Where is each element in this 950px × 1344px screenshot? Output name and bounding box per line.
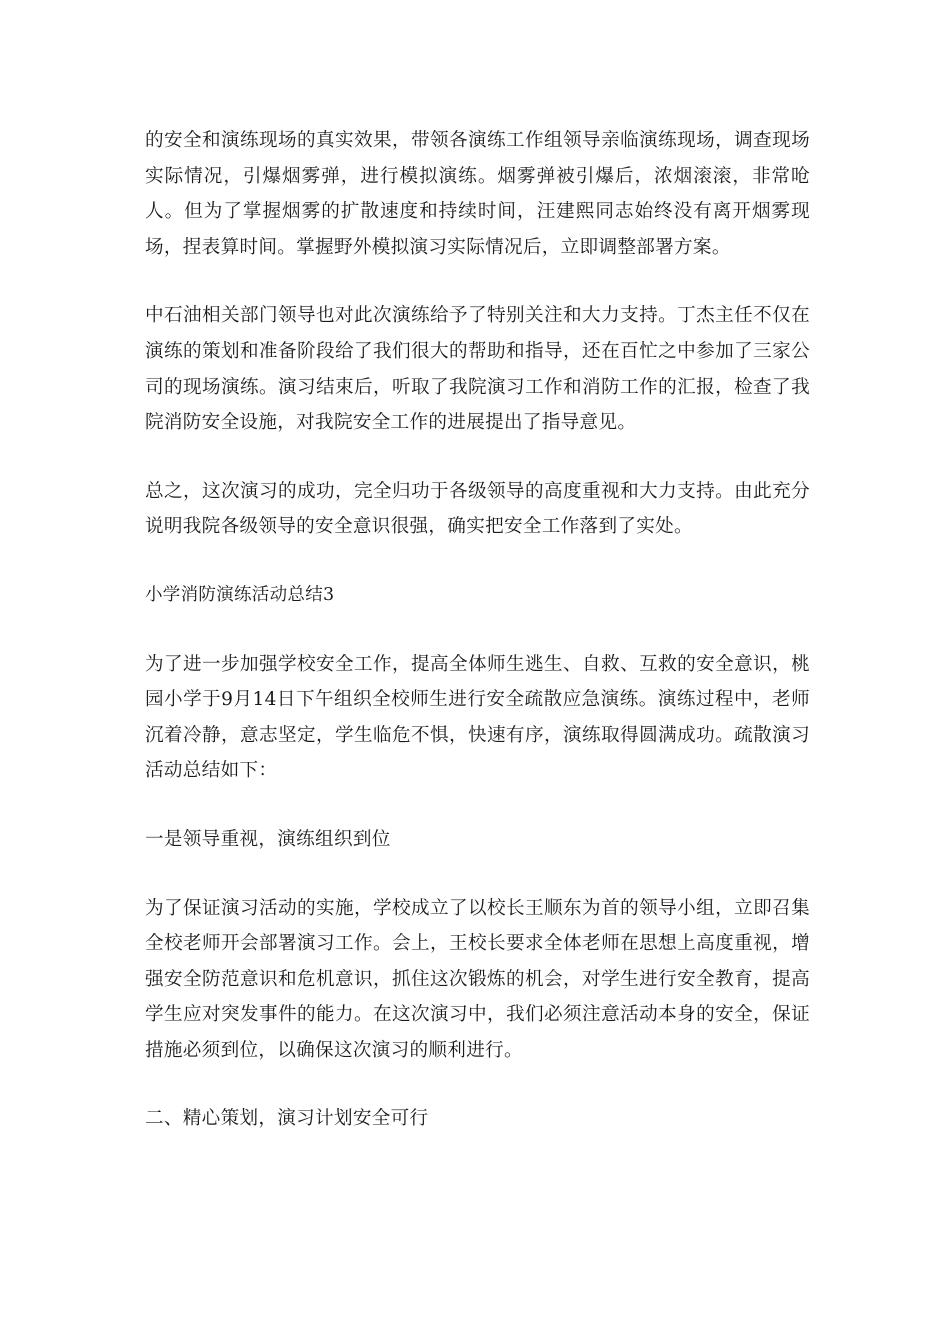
paragraph-school-drill-intro: 为了进一步加强学校安全工作，提高全体师生逃生、自救、互救的安全意识，桃园小学于9月14日下午组织全校师生进行安全疏散应急演练。演练过程中，老师沉着冷静，意志坚定，学生临危不惧，快速有序，演练取得圆满成功。疏散演习活动总结如下： (145, 653, 810, 782)
paragraph-leadership-group: 为了保证演习活动的实施，学校成立了以校长王顺东为首的领导小组，立即召集全校老师开会部署演习工作。会上，王校长要求全体老师在思想上高度重视，增强安全防范意识和危机意识，抓住这次锻炼的机会，对学生进行安全教育，提高学生应对突发事件的能力。在这次演习中，我们必须注意活动本身的安全，保证措施必须到位，以确保这次演习的顺利进行。 (145, 897, 810, 1061)
subheading-planning: 二、精心策划，演习计划安全可行 (145, 1108, 429, 1130)
paragraph-petrochina-support: 中石油相关部门领导也对此次演练给予了特别关注和大力支持。丁杰主任不仅在演练的策划和准备阶段给了我们很大的帮助和指导，还在百忙之中参加了三家公司的现场演练。演习结束后，听取了我院演习工作和消防工作的汇报，检查了我院消防安全设施，对我院安全工作的进展提出了指导意见。 (145, 305, 810, 434)
subheading-leadership: 一是领导重视，演练组织到位 (145, 828, 391, 850)
section-title-summary-3: 小学消防演练活动总结3 (145, 584, 335, 605)
paragraph-drill-site: 的安全和演练现场的真实效果，带领各演练工作组领导亲临演练现场，调查现场实际情况，引爆烟雾弹，进行模拟演练。烟雾弹被引爆后，浓烟滚滚，非常呛人。但为了掌握烟雾的扩散速度和持续时间，汪建熙同志始终没有离开烟雾现场，捏表算时间。掌握野外模拟演习实际情况后，立即调整部署方案。 (145, 130, 810, 258)
paragraph-conclusion: 总之，这次演习的成功，完全归功于各级领导的高度重视和大力支持。由此充分说明我院各级领导的安全意识很强，确实把安全工作落到了实处。 (145, 480, 810, 538)
document-body (145, 123, 810, 1170)
